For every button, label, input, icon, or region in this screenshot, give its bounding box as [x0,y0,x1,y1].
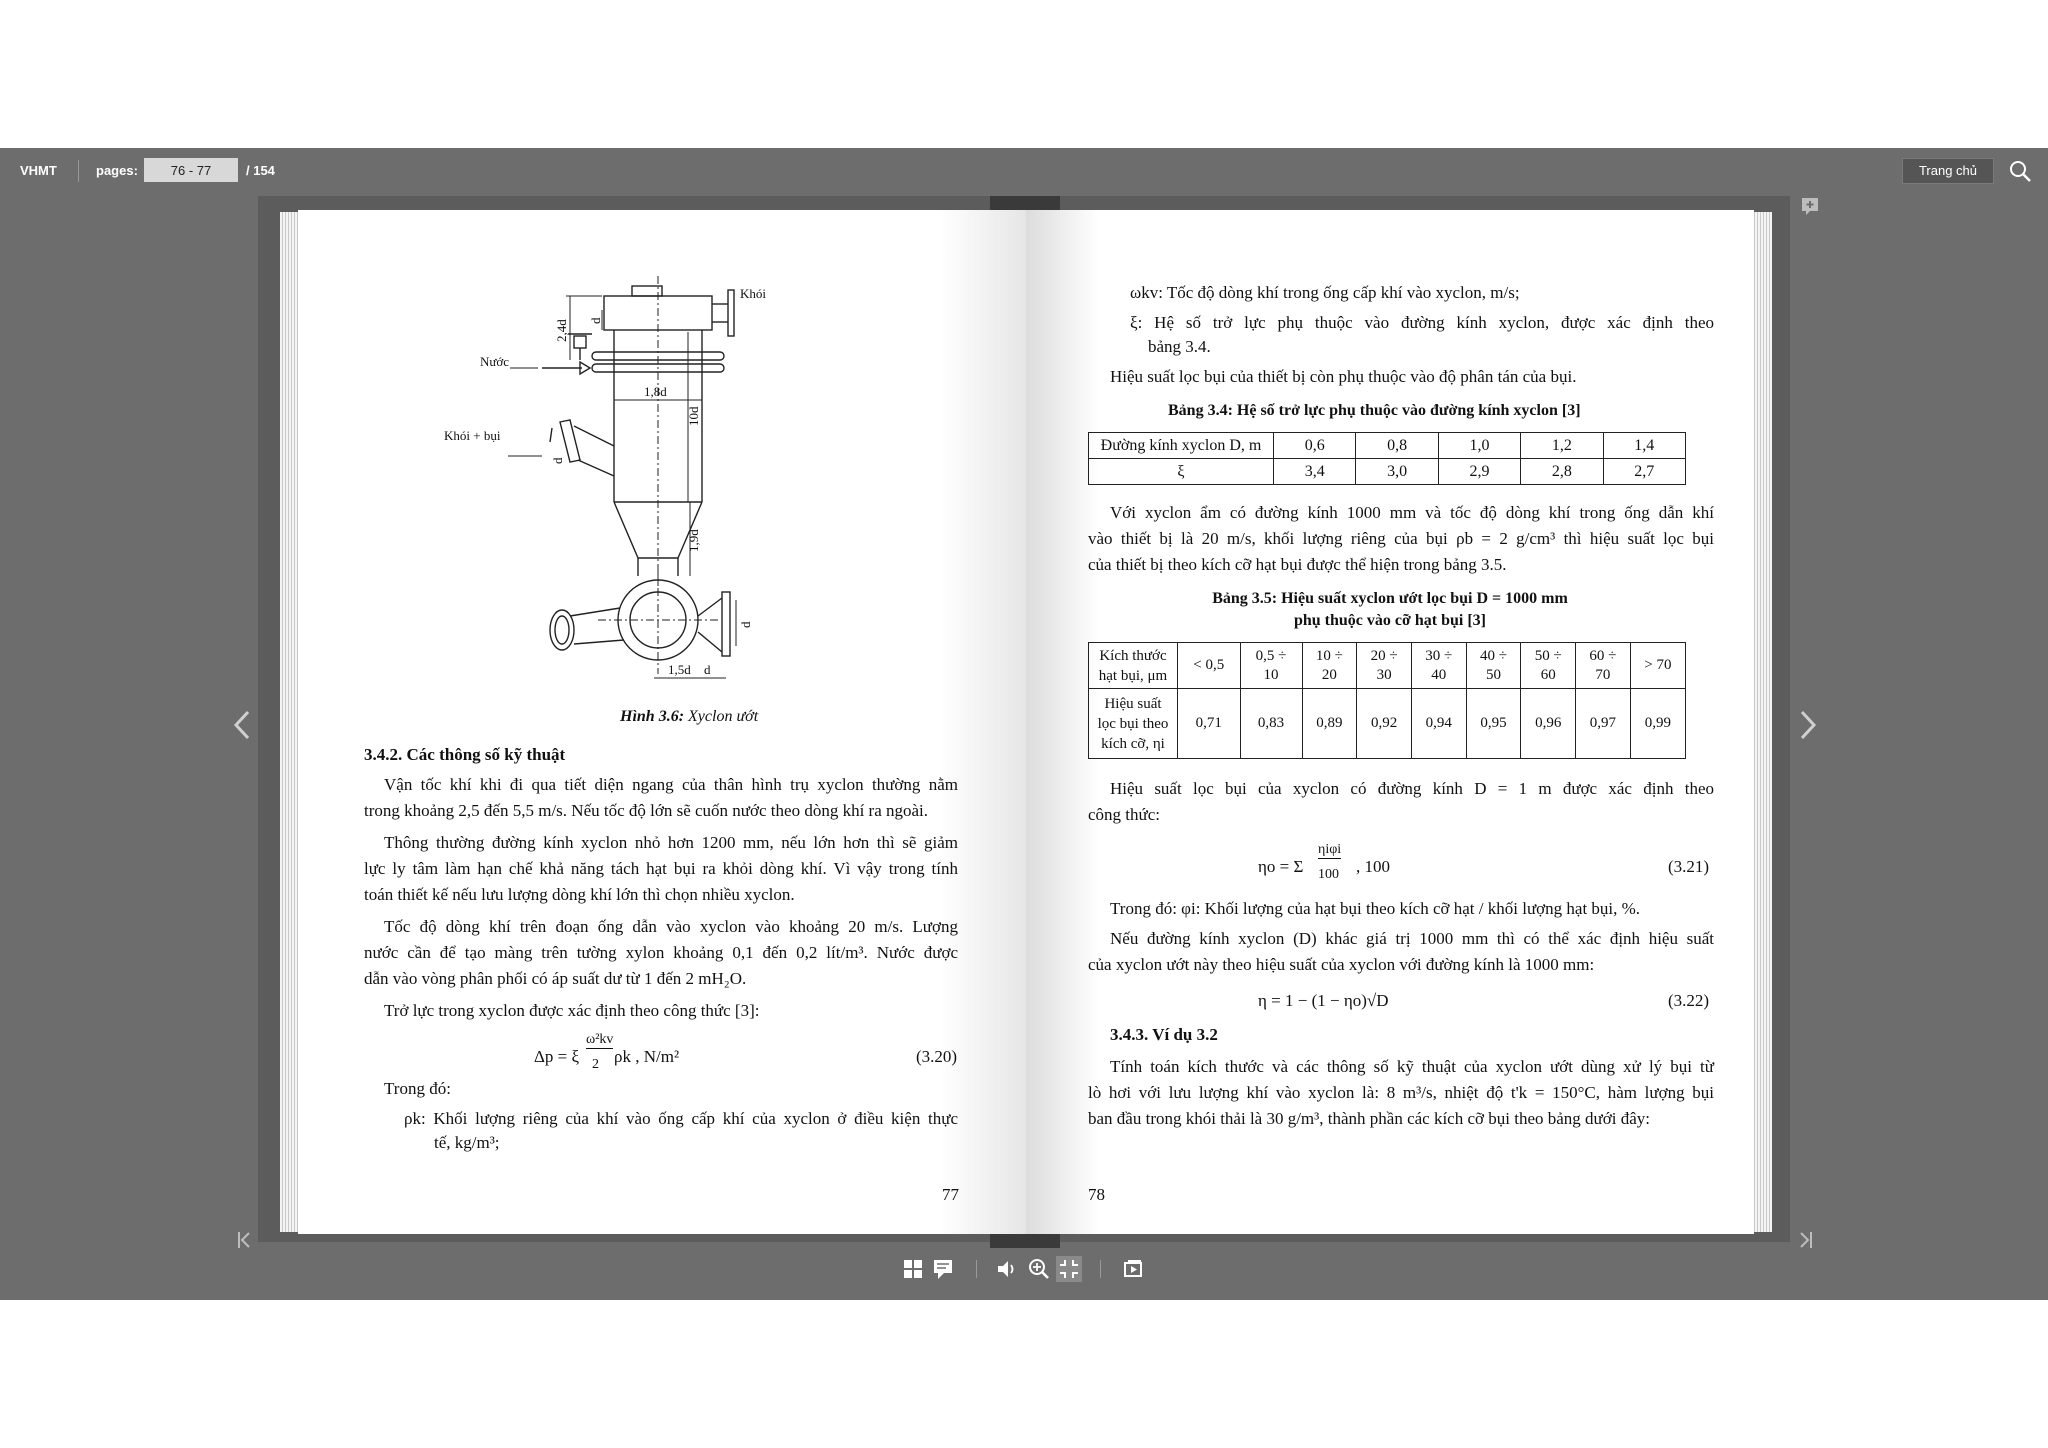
t35-eff-cell: 0,99 [1630,689,1685,759]
toolbar-divider [1100,1260,1101,1278]
t35-eff-header: Hiệu suất lọc bụi theo kích cỡ, ηi [1089,689,1178,759]
t34-cell: 3,4 [1274,459,1356,485]
t35-eff-cell: 0,89 [1302,689,1357,759]
bottom-toolbar [0,1256,2048,1296]
t35-size-cell: > 70 [1630,643,1685,689]
efficiency-line: Hiệu suất lọc bụi của thiết bị còn phụ thuộc vào độ phân tán của bụi. [1110,367,1577,386]
right-page[interactable]: ωkv: Tốc độ dòng khí trong ống cấp khí vào xyclon, m/s; ξ: Hệ số trở lực phụ thuộc vào đường kính xyclon, được xác định theo bảng 3.4. Hiệu suất lọc bụi của thiết bị còn phụ thuộc vào độ phân tán của bụi. Bảng 3.4: Hệ số trở lực phụ thuộc vào đường kính xyclon [3] Đường kính xyclon D, m 0,6 0,8 1,0 1,2 1,4 ξ 3,4 3,0 2,9 2,8 2,7 Với xyclon ẩm có đường kính 1000 mm và tốc độ dòng khí trong ống dẫn khí vào thiết bị là 20 m/s, khối lượng riêng của bụi ρb = 2 g/cm³ thì hiệu suất lọc bụi của thiết bị theo kích cỡ hạt bụi được thể hiện trong bảng 3.5. Bảng 3.5: Hiệu suất xyclon ướt lọc bụi D = 1000 mm phụ thuộc vào cỡ hạt bụi [3] Kích thước hạt bụi, μm < 0,5 0,5 ÷ 10 10 ÷ 20 20 ÷ 30 30 ÷ 40 40 ÷ 50 50 ÷ 60 60 ÷ 70 > 70 Hiệu suất lọc bụi theo kích cỡ, ηi 0,71 0,83 0,89 0,92 0,94 0,95 0,96 0,97 0,99 Hiệu suất lọc bụi của xyclon có đường kính D = 1 m được xác định theo công thức: ηo = Σ ηiφi 100 , 100 (3.21) Trong đó: φi: Khối lượng của hạt bụi theo kích cỡ hạt / khối lượng hạt bụi, %. Nếu đường kính xyclon (D) khác giá trị 1000 mm thì có thể xác định hiệu suất của xyclon ướt này theo hiệu suất của xyclon với đường kính là 1000 mm: η = 1 − (1 − ηo)√D (3.22) 3.4.3. Ví dụ 3.2 Tính toán kích thước và các thông số kỹ thuật của xyclon ướt dùng xử lý bụi từ lò hơi với lưu lượng khí vào xyclon là: 8 m³/s, nhiệt độ t'k = 150°C, hàm lượng bụi ban đầu trong khói thải là 30 g/m³, thành phần các kích cỡ bụi theo bảng dưới đây: 78 [1026,210,1754,1234]
label-khoi: Khói [740,286,766,301]
page-number-input[interactable] [144,158,238,182]
left-page[interactable]: Khói Nước Khói + bụi 2,4d d 10d 1,8d 1,9d d 1,5d d d Hình 3.6: Xyclon ướt 3.4.2. Các thông số kỹ thuật Vận tốc khí khi đi qua tiết diện ngang của thân hình trụ xyclon thường nằm trong khoảng 2,5 đến 5,5 m/s. Nếu tốc độ lớn sẽ cuốn nước theo dòng khí ra ngoài. Thông thường đường kính xyclon nhỏ hơn 1200 mm, nếu lớn hơn thì sẽ giảm lực ly tâm làm hạn chế khả năng tách hạt bụi ra khỏi dòng khí. Vì vậy trong tính toán thiết kế nếu lưu lượng dòng khí lớn thì chọn nhiều xyclon. Tốc độ dòng khí trên đoạn ống dẫn vào xyclon vào khoảng 20 m/s. Lượng nước cần để tạo màng trên tường xylon khoảng 0,1 đến 0,2 lít/m³. Nước được dẫn vào vòng phân phối có áp suất dư từ 1 đến 2 mH₂O. Trở lực trong xyclon được xác định theo công thức [3]: Δp = ξ ω²kv 2 ρk , N/m² (3.20) Trong đó: ρk: Khối lượng riêng của khí vào ống cấp khí của xyclon ở điều kiện thực tế, kg/m³; 77 [298,210,1026,1234]
para-xyclon-line2: vào thiết bị là 20 m/s, khối lượng riêng của bụi ρb = 2 g/cm³ thì hiệu suất lọc bụi [1088,529,1714,548]
table35-title-line1: Bảng 3.5: Hiệu suất xyclon ướt lọc bụi D = 1000 mm [1212,590,1568,607]
example-line2: lò hơi với lưu lượng khí vào xyclon là: 8 m³/s, nhiệt độ t'k = 150°C, hàm lượng bụi [1088,1083,1714,1102]
first-page-icon[interactable] [236,1230,252,1250]
brand-label[interactable]: VHMT [20,163,57,178]
zoom-in-icon[interactable] [1028,1256,1050,1282]
t34-cell: 2,7 [1603,459,1685,485]
para3-line2: nước cần để tạo màng trên tường xylon khoảng 0,1 đến 0,2 lít/m³. Nước được [364,943,958,962]
t35-eff-cell: 0,92 [1357,689,1412,759]
t35-size-cell: 20 ÷ 30 [1357,643,1412,689]
example-line1: Tính toán kích thước và các thông số kỹ thuật của xyclon ướt dùng xử lý bụi từ [1110,1057,1714,1076]
t34-cell: 1,0 [1438,433,1520,459]
table-3-5 [1088,642,1686,759]
para-d-line1: Nếu đường kính xyclon (D) khác giá trị 1000 mm thì có thể xác định hiệu suất [1110,929,1714,948]
t35-size-cell: < 0,5 [1178,643,1241,689]
t35-size-cell: 50 ÷ 60 [1521,643,1576,689]
t35-size-header: Kích thước hạt bụi, μm [1089,643,1178,689]
pages-label: pages: [96,163,138,178]
thumbnails-icon[interactable] [902,1256,924,1282]
share-icon[interactable] [1122,1256,1144,1282]
label-d-top: d [588,317,603,324]
fullscreen-exit-icon[interactable] [1056,1256,1082,1282]
t35-size-cell: 40 ÷ 50 [1466,643,1521,689]
table35-title-line2: phụ thuộc vào cỡ hạt bụi [3] [1293,612,1486,629]
t34-cell: 1,4 [1603,433,1685,459]
page-number-right: 78 [1088,1185,1105,1204]
section-heading-343: 3.4.3. Ví dụ 3.2 [1110,1025,1218,1044]
book-spine-top [990,196,1060,210]
prev-page-arrow-icon[interactable] [232,708,254,742]
page-stack-right [1754,212,1772,1232]
bookmark-icon[interactable] [1800,196,1820,216]
page-number-left: 77 [942,1185,959,1204]
label-19d: 1,9d [686,529,701,552]
toolbar-divider [976,1260,977,1278]
para2-line1: Thông thường đường kính xyclon nhỏ hơn 1200 mm, nếu lớn hơn thì sẽ giảm [384,833,958,852]
formula-320-number: (3.20) [916,1047,958,1066]
phi-line: Trong đó: φi: Khối lượng của hạt bụi theo kích cỡ hạt / khối lượng hạt bụi, %. [1110,899,1641,918]
pages-total: / 154 [246,163,275,178]
rho-line1: ρk: Khối lượng riêng của khí vào ống cấp khí của xyclon ở điều kiện thực [404,1109,958,1128]
table-3-4 [1088,432,1686,485]
t35-eff-cell: 0,97 [1576,689,1631,759]
page-stack-left [280,212,298,1232]
t35-eff-cell: 0,95 [1466,689,1521,759]
t35-eff-cell: 0,71 [1178,689,1241,759]
para-xyclon-line1: Với xyclon ẩm có đường kính 1000 mm và tốc độ dòng khí trong ống dẫn khí [1110,503,1714,522]
cyclone-diagram [444,276,798,690]
label-15d: 1,5d [668,662,691,677]
formula-322-number: (3.22) [1668,991,1710,1010]
label-24d: 2,4d [554,319,569,342]
label-khoi-bui: Khói + bụi [444,428,501,443]
t34-cell: 2,8 [1521,459,1603,485]
label-d-plan: d [704,662,711,677]
para3-line1: Tốc độ dòng khí trên đoạn ống dẫn vào xyclon vào khoảng 20 m/s. Lượng [384,917,958,936]
para1-line2: trong khoảng 2,5 đến 5,5 m/s. Nếu tốc độ lớn sẽ cuốn nước theo dòng khí ra ngoài. [364,801,929,820]
t35-eff-cell: 0,83 [1240,689,1302,759]
next-page-arrow-icon[interactable] [1796,708,1818,742]
formula-321-number: (3.21) [1668,857,1710,876]
xi-line1: ξ: Hệ số trở lực phụ thuộc vào đường kính xyclon, được xác định theo [1130,313,1714,332]
top-toolbar [0,148,2048,194]
t34-header: Đường kính xyclon D, m [1089,433,1274,459]
xi-line2: bảng 3.4. [1148,337,1211,356]
where-label: Trong đó: [384,1079,451,1098]
figure-caption: Hình 3.6: Xyclon ướt [620,708,759,725]
t35-size-cell: 0,5 ÷ 10 [1240,643,1302,689]
label-10d: 10d [686,406,701,426]
search-icon[interactable] [2008,159,2032,183]
formula-322: η = 1 − (1 − ηo)√D [1258,991,1389,1010]
last-page-icon[interactable] [1798,1230,1814,1250]
para-eff-line2: công thức: [1088,805,1161,824]
label-18d: 1,8d [644,384,667,399]
t34-cell: 1,2 [1521,433,1603,459]
t34-cell: 0,6 [1274,433,1356,459]
sound-icon[interactable] [996,1256,1018,1282]
flipbook-viewer [0,148,2048,1300]
para1-line1: Vận tốc khí khi đi qua tiết diện ngang của thân hình trụ xyclon thường nằm [384,775,958,794]
para2-line3: toán thiết kế nếu lưu lượng dòng khí lớn thì chọn nhiều xyclon. [364,885,795,904]
example-line3: ban đầu trong khói thải là 30 g/m³, thành phần các kích cỡ bụi theo bảng dưới đây: [1088,1109,1650,1128]
t35-size-cell: 60 ÷ 70 [1576,643,1631,689]
para3-line3: dẫn vào vòng phân phối có áp suất dư từ 1 đến 2 mH₂O. [364,969,747,988]
home-button[interactable]: Trang chủ [1902,158,1994,184]
omega-line: ωkv: Tốc độ dòng khí trong ống cấp khí vào xyclon, m/s; [1130,283,1520,302]
section-heading-342: 3.4.2. Các thông số kỹ thuật [364,745,566,764]
label-nuoc: Nước [480,354,510,369]
comments-icon[interactable] [932,1256,954,1282]
t35-size-cell: 30 ÷ 40 [1411,643,1466,689]
t35-eff-cell: 0,96 [1521,689,1576,759]
t35-eff-cell: 0,94 [1411,689,1466,759]
label-d-outlet: d [738,621,753,628]
t34-cell: 3,0 [1356,459,1438,485]
para2-line2: lực ly tâm làm hạn chế khả năng tách hạt bụi ra khỏi dòng khí. Vì vậy trong tính [364,859,958,878]
toolbar-divider [78,160,79,182]
label-d-inlet: d [550,457,565,464]
t34-cell: 2,9 [1438,459,1520,485]
t34-xi-header: ξ [1089,459,1274,485]
para-xyclon-line3: của thiết bị theo kích cỡ hạt bụi được thể hiện trong bảng 3.5. [1088,555,1507,574]
t35-size-cell: 10 ÷ 20 [1302,643,1357,689]
book-spine-bottom [990,1234,1060,1248]
rho-line2: tế, kg/m³; [434,1133,500,1152]
para4: Trở lực trong xyclon được xác định theo công thức [3]: [384,1001,760,1020]
para-d-line2: của xyclon ướt này theo hiệu suất của xyclon với đường kính là 1000 mm: [1088,955,1595,974]
para-eff-line1: Hiệu suất lọc bụi của xyclon có đường kính D = 1 m được xác định theo [1110,779,1714,798]
t34-cell: 0,8 [1356,433,1438,459]
open-book [280,210,1772,1234]
table34-title: Bảng 3.4: Hệ số trở lực phụ thuộc vào đường kính xyclon [3] [1168,402,1581,419]
